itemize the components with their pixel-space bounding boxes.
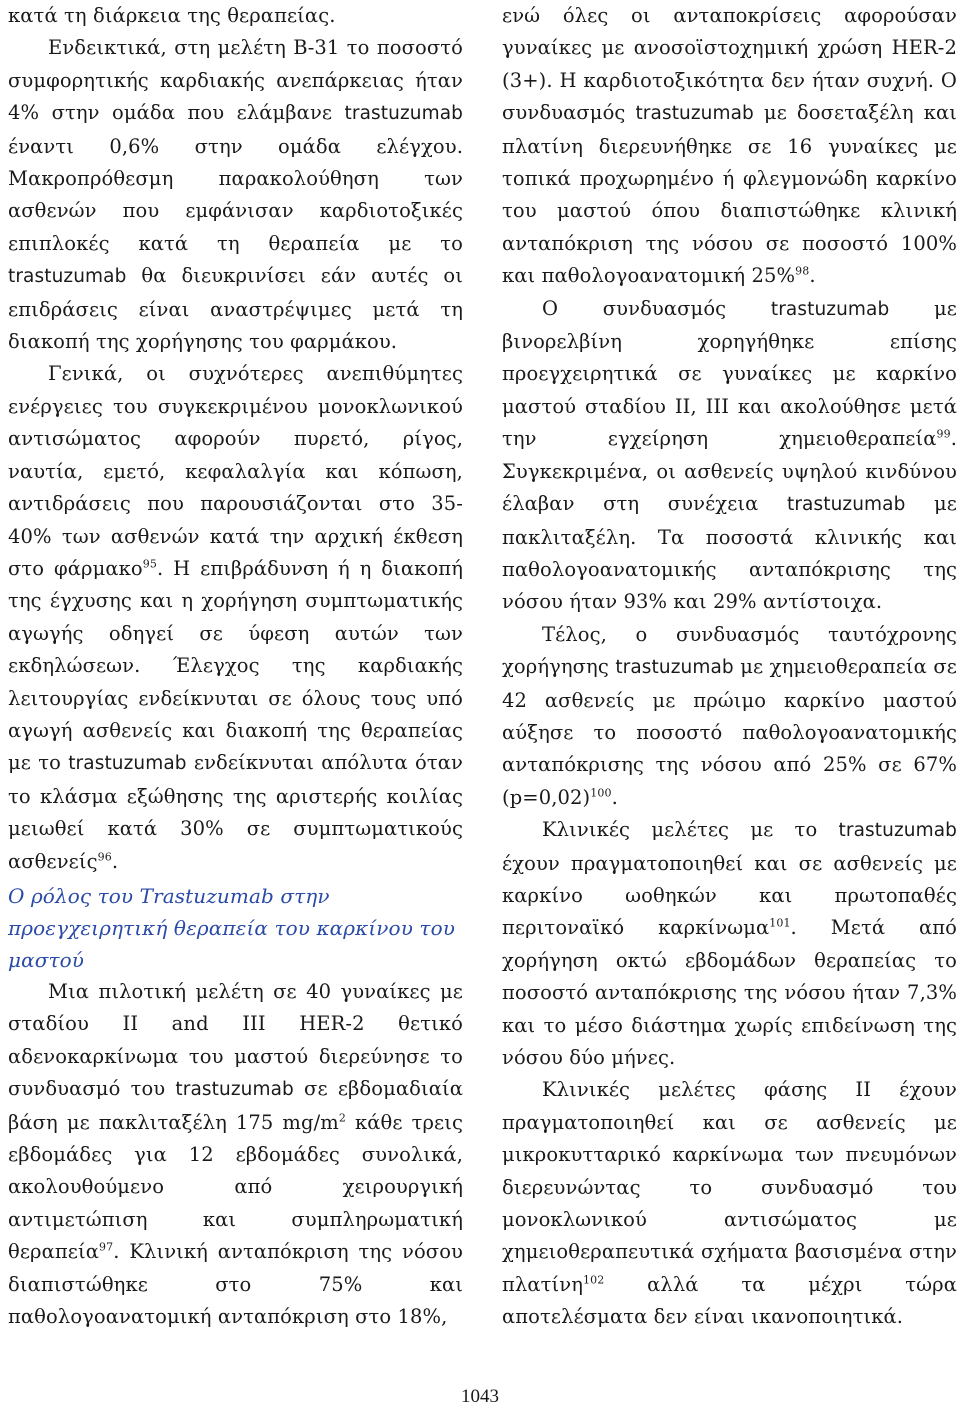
paragraph-side-effects: Γενικά, οι συχνότερες ανεπιθύμητες ενέργειες του συγκεκριμένου μονοκλωνικού αντισώματος αφορούν πυρετό, ρίγος, ναυτία, εμετό, κεφαλαλγία και κόπωση, αντιδράσεις που παρουσιάζονται στο 35-40% των ασθενών κατά την αρχική έκθεση στο φάρμακο$^{95}$. Η επιβράδυνση ή η διακοπή της έγχυσης και η χορήγηση συμπτωματικής αγωγής οδηγεί σε ύφεση αυτών των εκδηλώσεων. Έλεγχος της καρδιακής λειτουργίας ενδείκνυται σε όλους τους υπό αγωγή ασθενείς και διακοπή της θεραπείας με το trastuzumab ενδείκνυται απόλυτα όταν το κλάσμα εξώθησης της αριστερής κοιλίας μειωθεί κατά 30% σε συμπτωματικούς ασθενείς$^{96}$. — [8, 362, 463, 873]
drug-name: trastuzumab — [175, 1079, 294, 1101]
reference-mark: 95 — [142, 557, 157, 571]
paragraph-concurrent: Τέλος, ο συνδυασμός ταυτόχρονης χορήγησης trastuzumab με χημειοθεραπεία σε 42 ασθενείς με πρώιμο καρκίνο μαστού αύξησε το ποσοστό παθολογοανατομικής ανταπόκρισης της νόσου από 25% σε 67% (p=0,02)$^{100}$. — [502, 622, 957, 809]
section-heading: Ο ρόλος του Trastuzumab στην προεγχειρητική θεραπεία του καρκίνου του μαστού — [8, 883, 455, 972]
drug-name: trastuzumab — [770, 298, 890, 320]
drug-name: trastuzumab — [344, 103, 463, 125]
left-column — [8, 0, 463, 1333]
drug-name: trastuzumab — [635, 103, 754, 125]
reference-mark: 99 — [936, 427, 951, 441]
reference-mark: 98 — [795, 264, 810, 278]
paragraph-continuation: κατά τη διάρκεια της θεραπείας. — [8, 4, 336, 27]
page-number: 1043 — [461, 1386, 499, 1407]
reference-mark: 100 — [590, 786, 612, 800]
drug-name: trastuzumab — [8, 266, 127, 288]
paragraph-vinorelbine: Ο συνδυασμός trastuzumab με βινορελβίνη χορηγήθηκε επίσης προεγχειρητικά σε γυναίκες με καρκίνο μαστού σταδίου II, III και ακολούθησε μετά την εγχείρηση χημειοθεραπεία$^{99}$. Συγκεκριμένα, οι ασθενείς υψηλού κινδύνου έλαβαν στη συνέχεια trastuzumab με πακλιταξέλη. Τα ποσοστά κλινικής και παθολογοανατομικής ανταπόκρισης της νόσου ήταν 93% και 29% αντίστοιχα. — [502, 296, 957, 614]
drug-name: trastuzumab — [68, 753, 187, 775]
paragraph-cardiotoxicity: Ενδεικτικά, στη μελέτη Β-31 το ποσοστό συμφορητικής καρδιακής ανεπάρκειας ήταν 4% στην ομάδα που ελάμβανε trastuzumab έναντι 0,6% στην ομάδα ελέγχου. Μακροπρόθεσμη παρακολούθηση των ασθενών που εμφάνισαν καρδιοτοξικές επιπλοκές κατά τη θεραπεία με το trastuzumab θα διευκρινίσει εάν αυτές οι επιδράσεις είναι αναστρέψιμες μετά τη διακοπή της χορήγησης του φαρμάκου. — [8, 36, 463, 354]
reference-mark: 102 — [583, 1273, 605, 1287]
reference-mark: 96 — [97, 850, 112, 864]
paragraph-ovarian: Κλινικές μελέτες με το trastuzumab έχουν πραγματοποιηθεί και σε ασθενείς με καρκίνο ωοθηκών και πρωτοπαθές περιτοναϊκό καρκίνωμα$^{101}$. Μετά από χορήγηση οκτώ εβδομάδων θεραπείας το ποσοστό ανταπόκρισης της νόσου ήταν 7,3% και το μέσο διάστημα χωρίς επιδείνωση της νόσου δύο μήνες. — [502, 818, 957, 1069]
reference-mark: 101 — [769, 916, 791, 930]
paragraph-lung: Κλινικές μελέτες φάσης II έχουν πραγματοποιηθεί και σε ασθενείς με μικροκυτταρικό καρκίνωμα των πνευμόνων διερευνώντας το συνδυασμό του μονοκλωνικού αντισώματος με χημειοθεραπευτικά σχήματα βασισμένα στην πλατίνη$^{102}$ αλλά τα μέχρι τώρα αποτελέσματα δεν είναι ικανοποιητικά. — [502, 1078, 957, 1329]
reference-mark: 97 — [99, 1240, 114, 1254]
right-column — [502, 0, 957, 1334]
paragraph-pilot-study: Μια πιλοτική μελέτη σε 40 γυναίκες με σταδίου II and III HER-2 θετικό αδενοκαρκίνωμα του μαστού διερεύνησε το συνδυασμό του trastuzumab σε εβδομαδιαία βάση με πακλιταξέλη 175 $mg/m^2$ κάθε τρεις εβδομάδες για 12 εβδομάδες συνολικά, ακολουθούμενο από χειρουργική αντιμετώπιση και συμπληρωματική θεραπεία$^{97}$. Κλινική ανταπόκριση της νόσου διαπιστώθηκε στο 75% και παθολογοανατομική ανταπόκριση στο 18%, — [8, 979, 463, 1329]
superscript: 2 — [338, 1111, 346, 1125]
drug-name: trastuzumab — [786, 494, 906, 516]
paragraph-continuation: ενώ όλες οι ανταποκρίσεις αφορούσαν γυναίκες με ανοσοϊστοχημική χρώση HER-2 (3+). Η καρδιοτοξικότητα δεν ήταν συχνή. Ο συνδυασμός trastuzumab με δοσεταξέλη και πλατίνη διερευνήθηκε σε 16 γυναίκες με τοπικά προχωρημένο ή φλεγμονώδη καρκίνο του μαστού όπου διαπιστώθηκε κλινική ανταπόκριση της νόσου σε ποσοστό 100% και παθολογοανατομική 25%$^{98}$. — [502, 4, 957, 288]
drug-name: trastuzumab — [838, 820, 957, 842]
drug-name: trastuzumab — [615, 657, 734, 679]
